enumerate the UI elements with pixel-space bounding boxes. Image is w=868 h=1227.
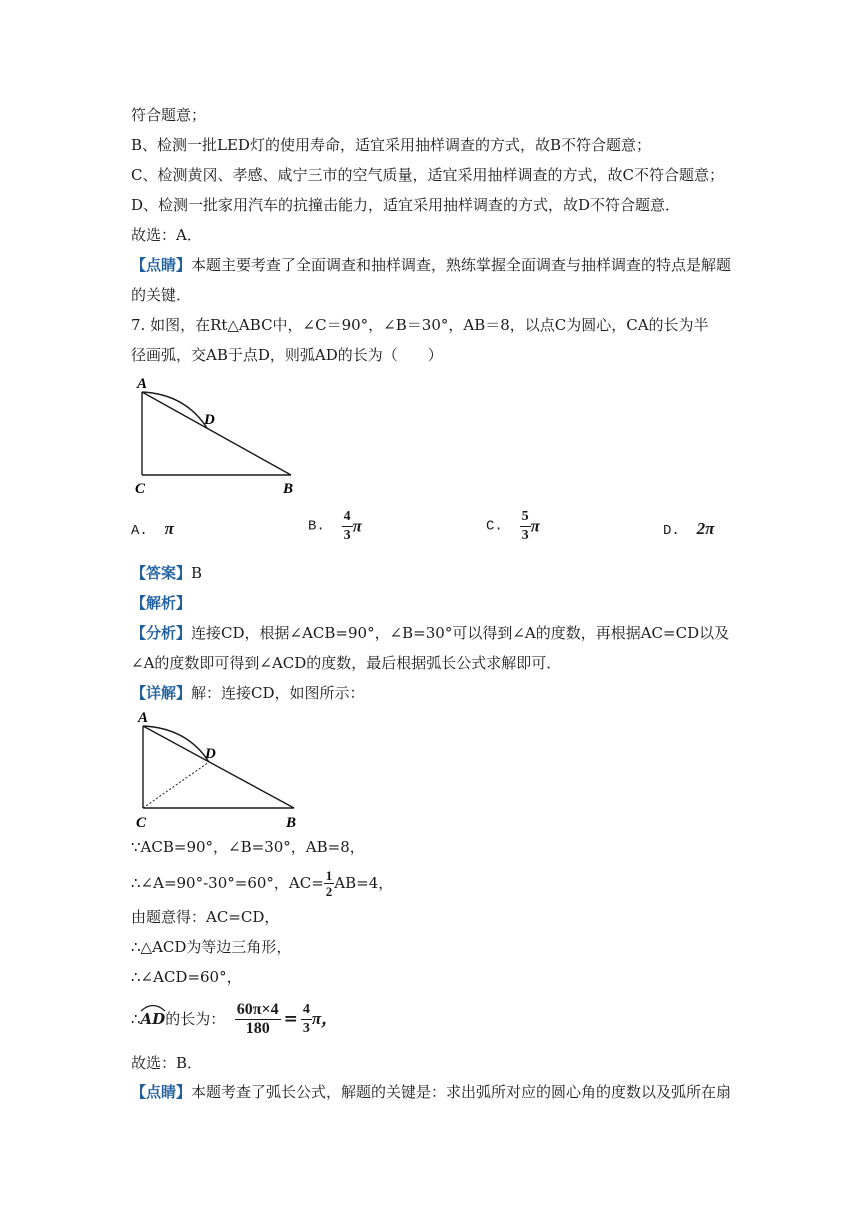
solution-step: 由题意得：AC=CD，: [131, 908, 280, 926]
fraction: $\frac{60\pi\times 4}{180}$: [236, 1000, 279, 1037]
vertex-label-b: B: [286, 815, 297, 831]
vertex-label-c: C: [135, 481, 146, 497]
text-line: D、检测一批家用汽车的抗撞击能力，适宜采用抽样调查的方式，故D不符合题意．: [131, 196, 681, 214]
vertex-label-a: A: [137, 376, 148, 392]
question-7-line2: 径画弧，交AB于点D，则弧AD的长为（ ）: [131, 346, 443, 364]
solution-step: 故选：B．: [131, 1054, 203, 1072]
text-line: C、检测黄冈、孝感、咸宁三市的空气质量，适宜采用抽样调查的方式，故C不符合题意；: [131, 166, 724, 184]
fraction: $\frac{1}{2}$: [325, 867, 333, 899]
vertex-label-c: C: [136, 815, 147, 831]
question-7-line1: 7. 如图，在Rt△ABC中，∠C＝90°，∠B＝30°，AB＝8，以点C为圆心，CA的长为半: [131, 316, 709, 334]
fraction: $\frac{4}{3}$: [302, 1001, 310, 1036]
solution-step: ∵ACB=90°，∠B=30°，AB=8，: [131, 838, 365, 856]
arc-notation: AD: [141, 1009, 166, 1029]
option-c[interactable]: C. $\frac{5}{3}$ π: [486, 509, 540, 543]
solution-step: ∴∠A=90°-30°=60°，AC= $\frac{1}{2}$ AB=4，: [131, 867, 394, 899]
arc-symbol-icon: [140, 1002, 166, 1012]
vertex-label-b: B: [283, 481, 294, 497]
answer-value: B: [191, 564, 203, 582]
comment-text: 本题主要考查了全面调查和抽样调查，熟练掌握全面调查与抽样调查的特点是解题: [191, 256, 732, 274]
triangle-figure-1: [125, 372, 305, 498]
fraction: $\frac{5}{3}$: [521, 509, 529, 543]
analysis-paragraph: 【分析】连接CD，根据∠ACB=90°，∠B=30°可以得到∠A的度数，再根据AC=CD以及: [131, 624, 730, 642]
option-b[interactable]: B. $\frac{4}{3}$ π: [308, 509, 362, 543]
option-d[interactable]: D. 2π: [663, 519, 715, 539]
text-line: ∠A的度数即可得到∠ACD的度数，最后根据弧长公式求解即可．: [131, 654, 562, 672]
comment-tag: 【点睛】: [131, 256, 192, 274]
analysis-heading: 【解析】: [131, 594, 192, 612]
fraction: $\frac{4}{3}$: [343, 509, 351, 543]
text-line: 的关键．: [131, 286, 192, 304]
comment-paragraph: [131, 255, 731, 275]
text-line: 符合题意；: [131, 106, 207, 124]
answer-line: [131, 563, 202, 583]
vertex-label-d: D: [205, 746, 216, 762]
comment-paragraph: 【点睛】本题考查了弧长公式，解题的关键是：求出弧所对应的圆心角的度数以及弧所在扇: [131, 1083, 732, 1101]
text-line: 故选：A．: [131, 226, 202, 244]
solution-step: ∴∠ACD=60°，: [131, 968, 242, 986]
answer-tag: 【答案】: [131, 564, 192, 582]
vertex-label-a: A: [138, 710, 149, 726]
solution-step-arc-length: ∴ AD 的长为： $\frac{60\pi\times 4}{180}$ = $\frac{4}{3}$ π，: [131, 1000, 339, 1037]
option-a[interactable]: A. π: [131, 519, 174, 539]
detail-paragraph: 【详解】解：连接CD，如图所示：: [131, 684, 365, 702]
triangle-figure-2: [125, 705, 310, 833]
text-line: B、检测一批LED灯的使用寿命，适宜采用抽样调查的方式，故B不符合题意；: [131, 136, 651, 154]
vertex-label-d: D: [204, 412, 215, 428]
solution-step: ∴△ACD为等边三角形，: [131, 938, 292, 956]
